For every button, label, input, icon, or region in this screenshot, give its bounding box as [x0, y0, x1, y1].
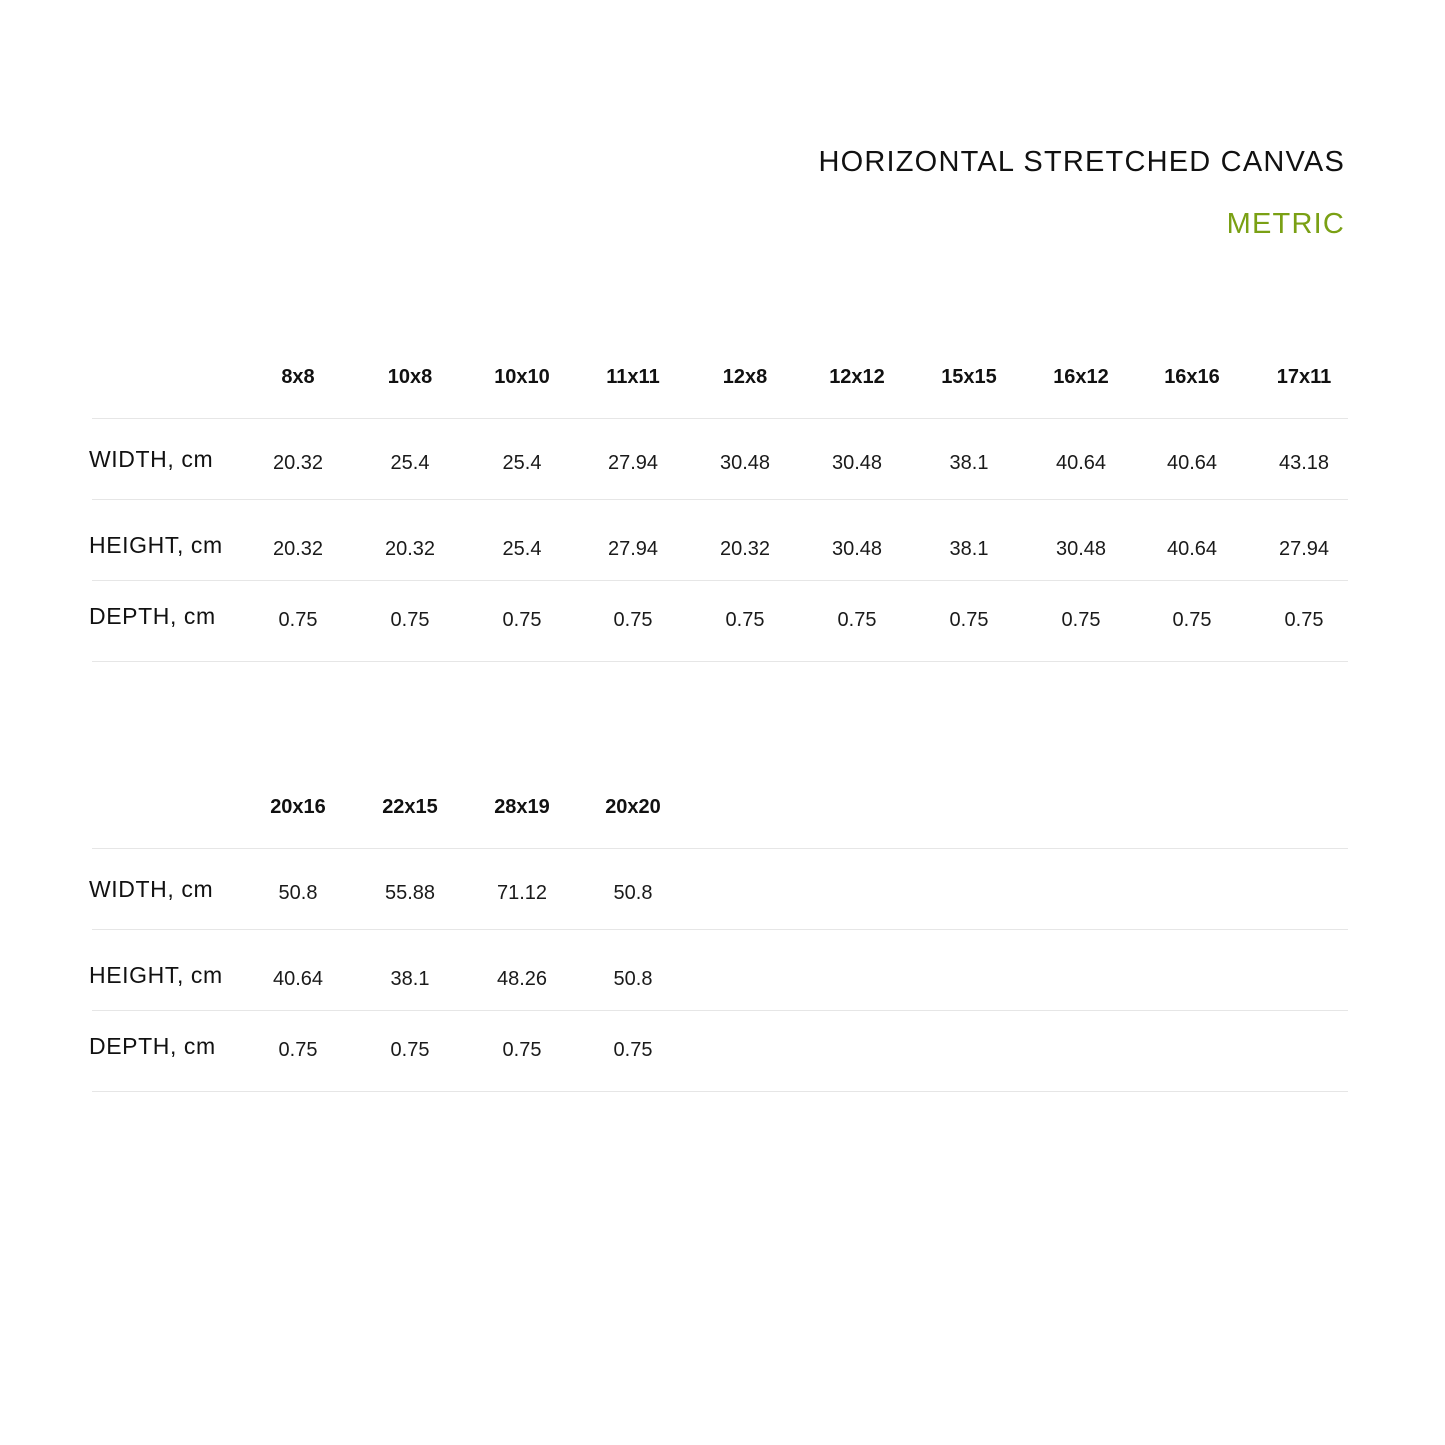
page-title: HORIZONTAL STRETCHED CANVAS [818, 146, 1345, 178]
unit-system-label: METRIC [1226, 208, 1345, 240]
size-header: 20x20 [605, 796, 661, 818]
depth-value: 0.75 [725, 609, 765, 631]
width-row-label: WIDTH, cm [89, 876, 214, 902]
height-row [89, 929, 1348, 1010]
depth-value: 0.75 [502, 1039, 542, 1061]
depth-value: 0.75 [390, 609, 430, 631]
size-header: 20x16 [270, 796, 326, 818]
size-header: 16x12 [1053, 366, 1109, 388]
height-row-label: HEIGHT, cm [89, 532, 223, 558]
height-value: 27.94 [607, 538, 659, 560]
height-value: 27.94 [1278, 538, 1330, 560]
size-header: 15x15 [941, 366, 997, 388]
width-row [89, 848, 1348, 929]
width-value: 50.8 [278, 882, 318, 904]
size-header: 8x8 [281, 366, 315, 388]
depth-row-label: DEPTH, cm [89, 603, 216, 629]
depth-value: 0.75 [613, 609, 653, 631]
width-value: 71.12 [496, 882, 548, 904]
depth-value: 0.75 [1284, 609, 1324, 631]
height-value: 40.64 [1166, 538, 1218, 560]
size-header: 11x11 [606, 366, 660, 388]
size-header: 10x10 [494, 366, 550, 388]
height-value: 25.4 [502, 538, 542, 560]
height-value: 20.32 [272, 538, 324, 560]
height-row-label: HEIGHT, cm [89, 962, 223, 988]
width-value: 20.32 [272, 452, 324, 474]
depth-value: 0.75 [278, 1039, 318, 1061]
size-header: 12x8 [722, 366, 768, 388]
width-value: 27.94 [607, 452, 659, 474]
height-value: 38.1 [390, 968, 430, 990]
depth-value: 0.75 [949, 609, 989, 631]
height-value: 30.48 [831, 538, 883, 560]
width-value: 30.48 [719, 452, 771, 474]
depth-value: 0.75 [1061, 609, 1101, 631]
size-header-row [92, 780, 1348, 848]
width-value: 25.4 [502, 452, 542, 474]
height-value: 20.32 [384, 538, 436, 560]
width-row [89, 418, 1348, 499]
depth-value: 0.75 [837, 609, 877, 631]
height-value: 48.26 [496, 968, 548, 990]
depth-value: 0.75 [278, 609, 318, 631]
height-value: 30.48 [1055, 538, 1107, 560]
size-header: 28x19 [494, 796, 550, 818]
depth-row-label: DEPTH, cm [89, 1033, 216, 1059]
width-value: 55.88 [384, 882, 436, 904]
depth-value: 0.75 [1172, 609, 1212, 631]
width-value: 50.8 [613, 882, 653, 904]
width-row-label: WIDTH, cm [89, 446, 214, 472]
depth-row [89, 580, 1348, 662]
size-header: 10x8 [387, 366, 433, 388]
width-value: 40.64 [1166, 452, 1218, 474]
size-header: 17x11 [1276, 366, 1332, 388]
size-header: 22x15 [382, 796, 438, 818]
height-value: 38.1 [949, 538, 989, 560]
height-value: 20.32 [719, 538, 771, 560]
width-value: 43.18 [1278, 452, 1330, 474]
height-value: 40.64 [272, 968, 324, 990]
size-header: 12x12 [829, 366, 885, 388]
depth-value: 0.75 [390, 1039, 430, 1061]
width-value: 30.48 [831, 452, 883, 474]
depth-value: 0.75 [502, 609, 542, 631]
height-row [89, 499, 1348, 580]
size-table-1 [89, 350, 1348, 662]
depth-value: 0.75 [613, 1039, 653, 1061]
size-table-2 [89, 780, 1348, 1092]
size-header-row [92, 350, 1348, 418]
height-value: 50.8 [613, 968, 653, 990]
width-value: 25.4 [390, 452, 430, 474]
width-value: 38.1 [949, 452, 989, 474]
size-header: 16x16 [1164, 366, 1220, 388]
width-value: 40.64 [1055, 452, 1107, 474]
depth-row [89, 1010, 1348, 1092]
